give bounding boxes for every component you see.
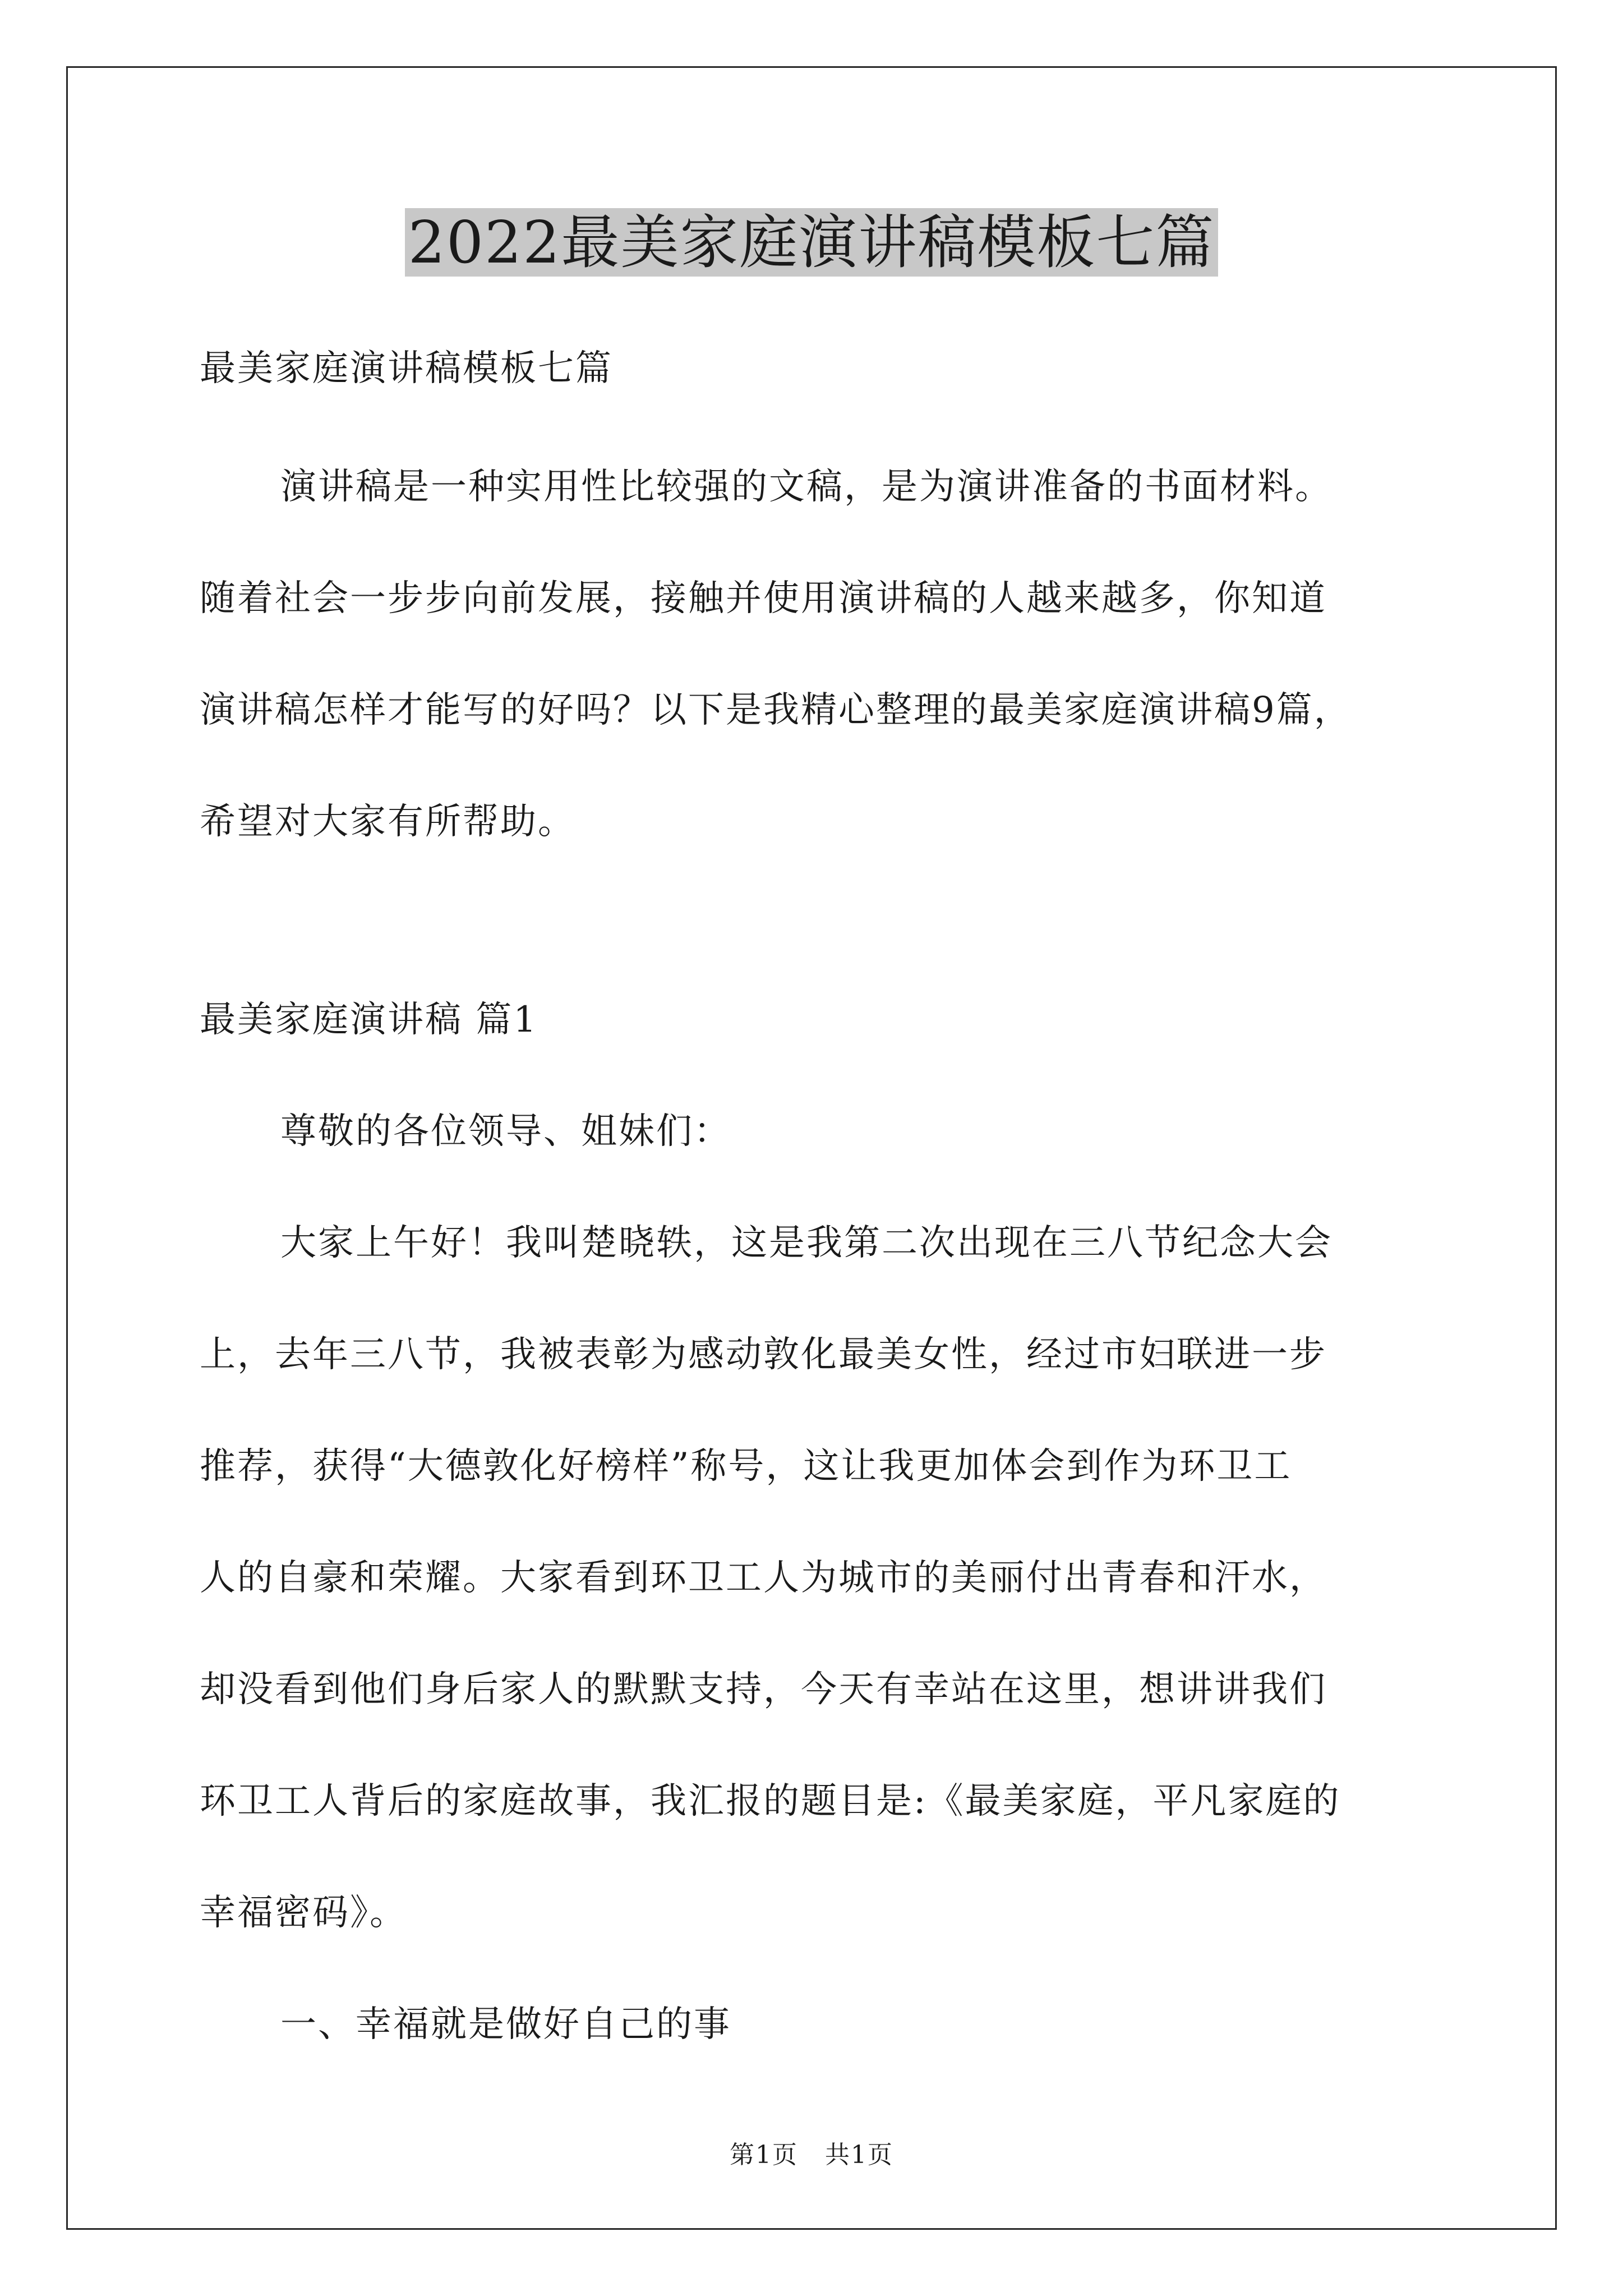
paragraph-line: 演讲稿是一种实用性比较强的文稿，是为演讲准备的书面材料。	[280, 466, 1332, 508]
document-title-text: 2022最美家庭演讲稿模板七篇	[405, 208, 1219, 277]
paragraph-line: 大家上午好！我叫楚晓轶，这是我第二次出现在三八节纪念大会	[280, 1222, 1332, 1264]
paragraph-line: 环卫工人背后的家庭故事，我汇报的题目是:《最美家庭，平凡家庭的	[200, 1780, 1341, 1822]
document-title	[0, 203, 1623, 282]
page-footer: 第1页 共1页	[730, 2141, 893, 2169]
paragraph-line: 上，去年三八节，我被表彰为感动敦化最美女性，经过市妇联进一步	[200, 1334, 1327, 1375]
paragraph-line: 演讲稿怎样才能写的好吗？以下是我精心整理的最美家庭演讲稿9篇，	[200, 689, 1352, 731]
paragraph-line: 随着社会一步步向前发展，接触并使用演讲稿的人越来越多，你知道	[200, 578, 1327, 619]
section-subtitle: 最美家庭演讲稿模板七篇	[200, 348, 613, 389]
paragraph-line: 希望对大家有所帮助。	[200, 801, 575, 843]
salutation: 尊敬的各位领导、姐妹们：	[280, 1111, 731, 1152]
paragraph-line: 人的自豪和荣耀。大家看到环卫工人为城市的美丽付出青春和汗水，	[200, 1557, 1327, 1599]
paragraph-line: 却没看到他们身后家人的默默支持，今天有幸站在这里，想讲讲我们	[200, 1669, 1327, 1710]
paragraph-line: 幸福密码》。	[200, 1892, 407, 1934]
subsection-heading: 一、幸福就是做好自己的事	[280, 2004, 731, 2045]
paragraph-line: 推荐，获得“大德敦化好榜样”称号，这让我更加体会到作为环卫工	[200, 1446, 1292, 1487]
section-heading: 最美家庭演讲稿 篇1	[200, 999, 538, 1041]
